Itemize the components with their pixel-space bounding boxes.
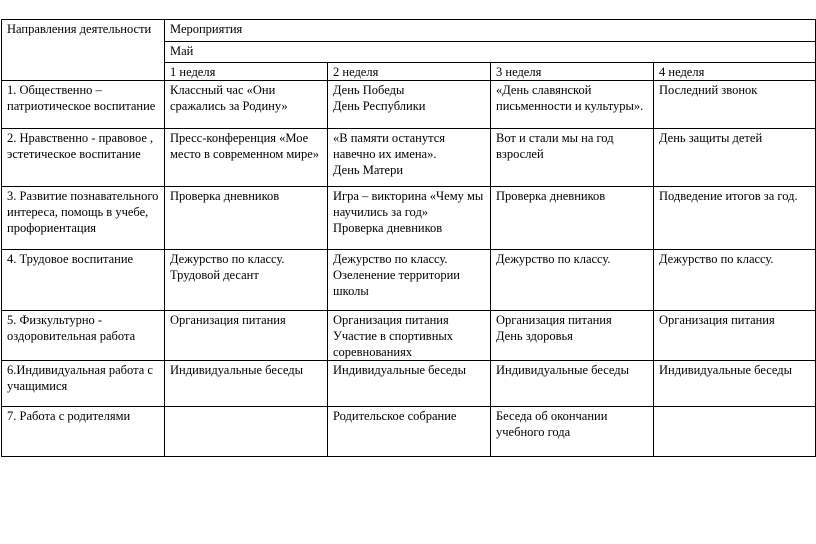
event-item: Последний звонок [659,83,758,97]
event-cell-week-2 [328,250,491,311]
week-2-header: 2 неделя [328,63,491,81]
table-row [2,361,816,407]
event-item: Игра – викторина «Чему мы научились за год» [333,189,484,219]
event-cell-week-4 [654,311,816,361]
event-cell-week-4 [654,129,816,187]
event-item: Пресс-конференция «Мое место в современном мире» [170,131,320,161]
event-cell-week-1 [165,187,328,250]
event-item: Родительское собрание [333,409,457,423]
event-item: Организация питания [170,313,286,327]
event-cell-week-3 [491,81,654,129]
event-item: Дежурство по классу. [659,252,774,266]
direction-cell: 7. Работа с родителями [2,407,165,457]
event-item: День Победы [333,83,405,97]
event-cell-week-2 [328,129,491,187]
event-item: Проверка дневников [170,189,280,203]
direction-cell: 1. Общественно – патриотическое воспитание [2,81,165,129]
event-cell-week-2 [328,81,491,129]
event-item: Дежурство по классу. [496,252,611,266]
event-cell-week-4 [654,407,816,457]
event-item: День защиты детей [659,131,763,145]
event-cell-week-2 [328,361,491,407]
directions-header: Направления деятельности [2,20,165,81]
event-cell-week-1 [165,407,328,457]
event-cell-week-3 [491,361,654,407]
event-item: День Матери [333,163,404,177]
event-item: Организация питания [496,313,612,327]
event-item: «В памяти останутся навечно их имена». [333,131,446,161]
event-item: Вот и стали мы на год взрослей [496,131,614,161]
event-item: Классный час «Они сражались за Родину» [170,83,288,113]
event-item: Организация питания [333,313,449,327]
event-cell-week-2 [328,187,491,250]
event-item: Озеленение территории школы [333,268,460,298]
table-row [2,187,816,250]
month-header: Май [165,42,816,63]
event-cell-week-4 [654,250,816,311]
event-item: Подведение итогов за год. [659,189,798,203]
event-item: Индивидуальные беседы [659,363,793,377]
week-4-header: 4 неделя [654,63,816,81]
event-cell-week-2 [328,311,491,361]
event-item: Дежурство по классу. [333,252,448,266]
event-item: «День славянской письменности и культуры». [496,83,644,113]
event-cell-week-4 [654,361,816,407]
table-row [2,311,816,361]
event-cell-week-3 [491,250,654,311]
direction-cell: 2. Нравственно - правовое , эстетическое воспитание [2,129,165,187]
event-item: День здоровья [496,329,573,343]
table-row [2,81,816,129]
event-cell-week-3 [491,129,654,187]
event-item: Трудовой десант [170,268,259,282]
events-header: Мероприятия [165,20,816,42]
direction-cell: 5. Физкультурно - оздоровительная работа [2,311,165,361]
table-row [2,250,816,311]
event-cell-week-4 [654,81,816,129]
event-cell-week-3 [491,407,654,457]
event-cell-week-1 [165,311,328,361]
event-item: Дежурство по классу. [170,252,285,266]
week-3-header: 3 неделя [491,63,654,81]
event-item: Проверка дневников [333,221,443,235]
event-item: Беседа об окончании учебного года [496,409,608,439]
direction-cell: 4. Трудовое воспитание [2,250,165,311]
event-cell-week-4 [654,187,816,250]
table-row [2,129,816,187]
direction-cell: 3. Развитие познавательного интереса, помощь в учебе, профориентация [2,187,165,250]
event-cell-week-1 [165,361,328,407]
event-item: Индивидуальные беседы [170,363,304,377]
table-row [2,407,816,457]
event-item: Индивидуальные беседы [333,363,467,377]
event-item: Организация питания [659,313,775,327]
direction-cell: 6.Индивидуальная работа с учащимися [2,361,165,407]
event-item: Индивидуальные беседы [496,363,630,377]
event-item: Участие в спортивных соревнованиях [333,329,454,359]
activity-plan-table [1,19,816,457]
event-item: Проверка дневников [496,189,606,203]
event-cell-week-2 [328,407,491,457]
event-cell-week-3 [491,311,654,361]
event-cell-week-1 [165,81,328,129]
event-item: День Республики [333,99,426,113]
week-1-header: 1 неделя [165,63,328,81]
event-cell-week-1 [165,250,328,311]
event-cell-week-1 [165,129,328,187]
event-cell-week-3 [491,187,654,250]
